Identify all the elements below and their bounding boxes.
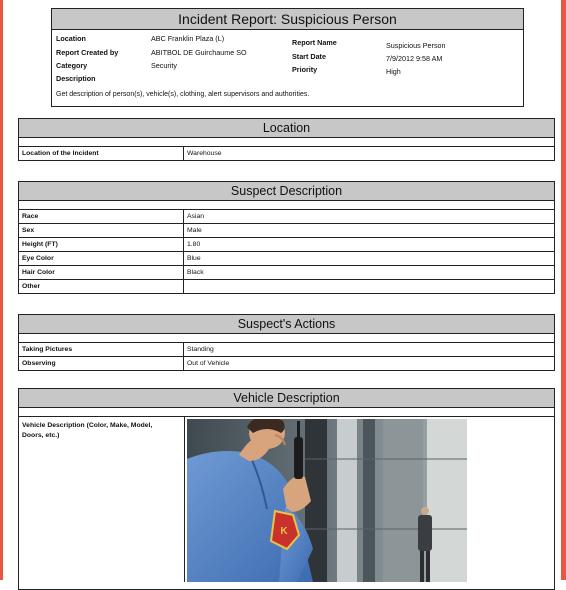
description-label: Description: [56, 74, 96, 83]
row-value: Standing: [187, 346, 214, 353]
row-label: Race: [19, 210, 184, 223]
created-by-label: Report Created by: [56, 48, 119, 57]
row-value: 1.80: [187, 241, 201, 248]
row-label: Height (FT): [19, 238, 184, 251]
row-value: Black: [187, 269, 204, 276]
location-section-title: Location: [19, 119, 554, 138]
report-name-value: Suspicious Person: [386, 41, 446, 50]
location-section: [18, 118, 555, 161]
table-row: [19, 238, 554, 252]
row-label: Location of the Incident: [19, 147, 184, 160]
table-row: [19, 357, 554, 370]
table-row: [19, 252, 554, 266]
suspect-actions-section: [18, 314, 555, 371]
row-value: Male: [187, 227, 202, 234]
report-name-label: Report Name: [292, 38, 337, 47]
location-label: Location: [56, 34, 86, 43]
row-label: Sex: [19, 224, 184, 237]
row-label: Other: [19, 280, 184, 293]
row-label: Taking Pictures: [19, 343, 184, 356]
category-label: Category: [56, 61, 88, 70]
svg-text:K: K: [280, 526, 288, 537]
location-value: ABC Franklin Plaza (L): [151, 34, 225, 43]
priority-value: High: [386, 67, 401, 76]
table-row: [19, 224, 554, 238]
section-spacer: [19, 334, 554, 343]
report-header-card: [51, 8, 524, 107]
description-text: Get description of person(s), vehicle(s), clothing, alert supervisors and authorities.: [56, 91, 310, 98]
row-label: Observing: [19, 357, 184, 370]
category-value: Security: [151, 61, 177, 70]
page-edge-right: [561, 0, 566, 580]
table-row: [19, 343, 554, 357]
table-row: [19, 147, 554, 160]
row-value: Blue: [187, 255, 201, 262]
row-value: Warehouse: [187, 150, 222, 157]
start-date-label: Start Date: [292, 52, 326, 61]
report-page: [3, 0, 561, 580]
section-spacer: [19, 408, 554, 417]
section-spacer: [19, 201, 554, 210]
vehicle-description-label: Vehicle Description (Color, Make, Model, Doors, etc.): [22, 422, 153, 439]
vehicle-description-section: [18, 388, 555, 590]
row-value: Asian: [187, 213, 205, 220]
row-label: Hair Color: [19, 266, 184, 279]
vehicle-body: [19, 417, 554, 582]
created-by-value: ABITBOL DE Guirchaume SO: [151, 48, 247, 57]
start-date-value: 7/9/2012 9:58 AM: [386, 54, 443, 63]
suspect-description-section: [18, 181, 555, 294]
row-label: Eye Color: [19, 252, 184, 265]
photo-illustration: [187, 419, 467, 582]
section-spacer: [19, 138, 554, 147]
suspect-section-title: Suspect Description: [19, 182, 554, 201]
table-row: [19, 280, 554, 293]
vehicle-section-title: Vehicle Description: [19, 389, 554, 408]
security-guard-photo: [187, 419, 467, 582]
actions-section-title: Suspect's Actions: [19, 315, 554, 334]
table-row: [19, 210, 554, 224]
table-row: [19, 266, 554, 280]
report-title: Incident Report: Suspicious Person: [52, 9, 523, 30]
row-value: [184, 280, 554, 293]
column-divider: [184, 417, 185, 582]
row-value: Out of Vehicle: [187, 360, 230, 367]
priority-label: Priority: [292, 65, 318, 74]
